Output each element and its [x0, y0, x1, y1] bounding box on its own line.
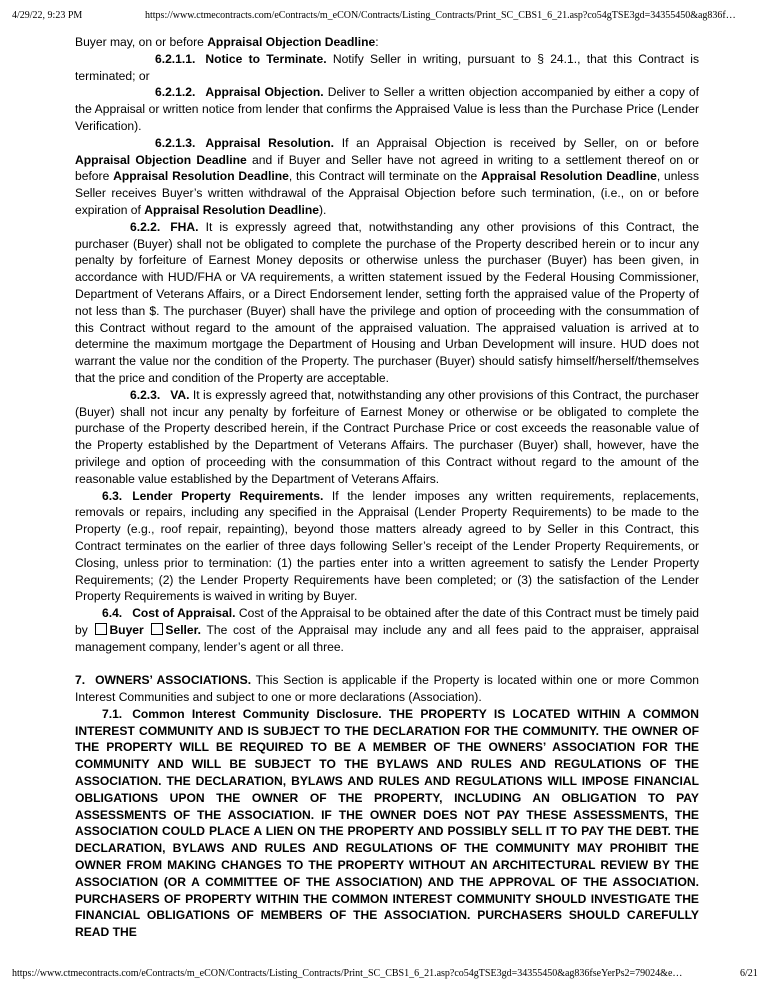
clause-title: Common Interest Community Disclosure. — [132, 706, 382, 721]
clause-6-2-3-va: 6.2.3. VA. It is expressly agreed that, notwithstanding any other provisions of this Contract, the purchaser (Buyer) shall not incur any penalty by forfeiture of Earnest Money or otherwise or be obligated to complete the purchase of the Property described herein, if the Contract Purchase Price or cost exceeds the reasonable value of the Property established by the Department of Veterans Affairs. The purchaser (Buyer) shall, however, have the privilege and option of proceeding with the consummation of this Contract without regard to the amount of the reasonable value established by the Department of Veterans Affairs. — [75, 387, 699, 486]
clause-number: 6.2.3. — [130, 387, 161, 402]
section-title: OWNERS’ ASSOCIATIONS. — [95, 673, 252, 688]
print-header-url: https://www.ctmecontracts.com/eContracts/m_eCON/Contracts/Listing_Contracts/Print_SC_CBS1_6_21.asp?co54gTSE3gd=34355450&ag836f… — [145, 10, 736, 21]
clause-number: 6.2.1.1. — [155, 51, 196, 66]
clause-title: VA. — [170, 387, 190, 402]
clause-6-3: 6.3. Lender Property Requirements. If the lender imposes any written requirements, replacements, removals or repairs, including any specified in the Appraisal (Lender Property Requirements) to be made to the Property (e.g., roof repair, repainting), beyond those matters already agreed to by Seller in this Contract, this Contract terminates on the earlier of three days following Seller’s receipt of the Lender Property Requirements, or Closing, unless prior to termination: (1) the parties enter into a written agreement to satisfy the Lender Property Requirements; (2) the Lender Property Requirements have been completed; or (3) the satisfaction of the Lender Property Requirements is waived in writing by Buyer. — [75, 488, 699, 604]
clause-title: FHA. — [170, 219, 199, 234]
contract-page-content — [75, 34, 699, 941]
print-datetime: 4/29/22, 9:23 PM — [12, 10, 83, 21]
clause-6-2-1-2: 6.2.1.2. Appraisal Objection. Deliver to Seller a written objection accompanied by either a copy of the Appraisal or written notice from lender that confirms the Appraised Value is less than the Purchase Price (Lender Verification). — [75, 85, 699, 133]
section-number: 7. — [75, 673, 86, 688]
seller-checkbox[interactable] — [151, 623, 163, 635]
clause-number: 6.2.1.3. — [155, 135, 196, 150]
buyer-option-label: Buyer — [109, 622, 144, 637]
clause-6-2-1-3: 6.2.1.3. Appraisal Resolution. If an Appraisal Objection is received by Seller, on or before Appraisal Objection Deadline and if Buyer and Seller have not agreed in writing to a settlement thereof on or before Appraisal Resolution Deadline, this Contract will terminate on the Appraisal Resolution Deadline, unless Seller receives Buyer’s written withdrawal of the Appraisal Objection before such termination, (i.e., on or before expiration of Appraisal Resolution Deadline). — [75, 135, 699, 217]
clause-title: Lender Property Requirements. — [132, 488, 324, 503]
clause-title: Notice to Terminate. — [205, 51, 327, 66]
section-7: 7. OWNERS’ ASSOCIATIONS. This Section is applicable if the Property is located within one or more Common Interest Communities and subject to one or more declarations (Association). — [75, 673, 699, 705]
clause-7-1: 7.1. Common Interest Community Disclosure. THE PROPERTY IS LOCATED WITHIN A COMMON INTEREST COMMUNITY AND IS SUBJECT TO THE DECLARATION FOR THE COMMUNITY. THE OWNER OF THE PROPERTY WILL BE REQUIRED TO BE A MEMBER OF THE OWNERS’ ASSOCIATION FOR THE COMMUNITY AND WILL BE SUBJECT TO THE BYLAWS AND RULES AND REGULATIONS OF THE ASSOCIATION. THE DECLARATION, BYLAWS AND RULES AND REGULATIONS WILL IMPOSE FINANCIAL OBLIGATIONS UPON THE OWNER OF THE PROPERTY, INCLUDING AN OBLIGATION TO PAY ASSESSMENTS OF THE ASSOCIATION. IF THE OWNER DOES NOT PAY THESE ASSESSMENTS, THE ASSOCIATION COULD PLACE A LIEN ON THE PROPERTY AND POSSIBLY SELL IT TO PAY THE DEBT. THE DECLARATION, BYLAWS AND RULES AND REGULATIONS OF THE COMMUNITY MAY PROHIBIT THE OWNER FROM MAKING CHANGES TO THE PROPERTY WITHOUT AN ARCHITECTURAL REVIEW BY THE ASSOCIATION (OR A COMMITTEE OF THE ASSOCIATION) AND THE APPROVAL OF THE ASSOCIATION. PURCHASERS OF PROPERTY WITHIN THE COMMON INTEREST COMMUNITY SHOULD INVESTIGATE THE FINANCIAL OBLIGATIONS OF MEMBERS OF THE ASSOCIATION. PURCHASERS SHOULD CAREFULLY READ THE — [75, 706, 700, 940]
clause-number: 6.3. — [102, 488, 123, 503]
clause-number: 6.2.1.2. — [155, 85, 196, 100]
clause-number: 7.1. — [102, 706, 123, 721]
clause-intro: Buyer may, on or before Appraisal Objection Deadline: — [75, 35, 379, 49]
clause-6-4: 6.4. Cost of Appraisal. Cost of the Appraisal to be obtained after the date of this Contract must be timely paid by Buyer Seller. The cost of the Appraisal may include any and all fees paid to the appraiser, appraisal management company, lender’s agent or all three. — [75, 606, 699, 654]
clause-number: 6.2.2. — [130, 219, 161, 234]
clause-title: Cost of Appraisal. — [132, 606, 236, 621]
page-number: 6/21 — [740, 968, 758, 979]
clause-title: Appraisal Objection. — [205, 85, 324, 100]
seller-option-label: Seller. — [165, 622, 202, 637]
clause-6-2-1-1: 6.2.1.1. Notice to Terminate. Notify Seller in writing, pursuant to § 24.1., that this Contract is terminated; or — [75, 51, 699, 83]
clause-title: Appraisal Resolution. — [205, 135, 335, 150]
clause-number: 6.4. — [102, 606, 123, 621]
buyer-checkbox[interactable] — [95, 623, 107, 635]
clause-6-2-2-fha: 6.2.2. FHA. It is expressly agreed that, notwithstanding any other provisions of this Contract, the purchaser (Buyer) shall not be obligated to complete the purchase of the Property described herein or to incur any penalty by forfeiture of Earnest Money deposits or otherwise unless the purchaser (Buyer) has been given, in accordance with HUD/FHA or VA requirements, a written statement issued by the Federal Housing Commissioner, Department of Veterans Affairs, or a Direct Endorsement lender, setting forth the appraised value of the Property of not less than $. The purchaser (Buyer) shall have the privilege and option of proceeding with the consummation of this Contract without regard to the amount of the appraised valuation. The appraised valuation is arrived at to determine the maximum mortgage the Department of Housing and Urban Development will insure. HUD does not warrant the value nor the condition of the Property. The purchaser (Buyer) should satisfy himself/herself/themselves that the price and condition of the Property are acceptable. — [75, 219, 699, 385]
print-footer-url: https://www.ctmecontracts.com/eContracts/m_eCON/Contracts/Listing_Contracts/Print_SC_CBS1_6_21.asp?co54gTSE3gd=34355450&ag836fseYerPs2=79024&e… — [12, 968, 683, 979]
